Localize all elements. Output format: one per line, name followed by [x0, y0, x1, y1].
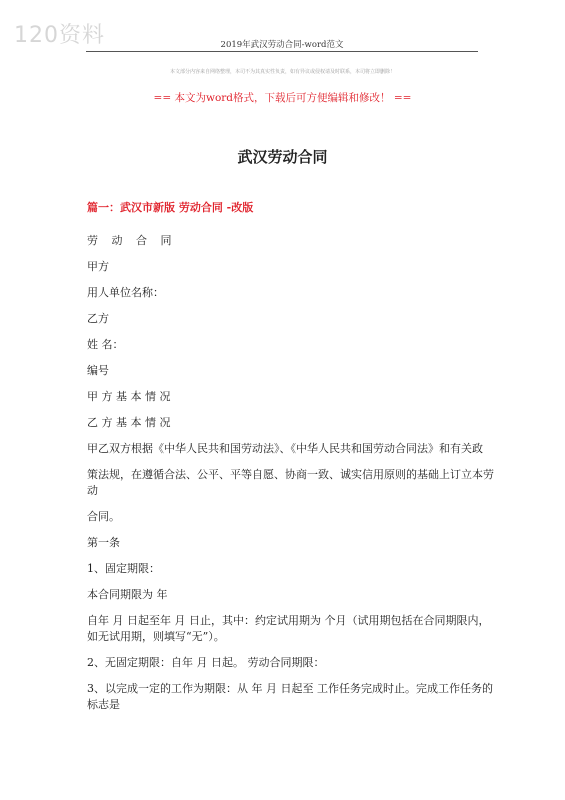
party-b-info-heading: 乙 方 基 本 情 况	[87, 416, 171, 429]
employee-name-label: 姓 名：	[87, 338, 124, 351]
disclaimer-text: 本文部分内容来自网络整理，本司不为其真实性负责，如有异议或侵权请及时联系，本司将立即删除！	[169, 69, 395, 75]
task-term-clause: 3、以完成一定的工作为期限：从 年 月 日起至 工作任务完成时止。完成工作任务的标志是	[87, 682, 493, 711]
preamble-paragraph-3: 合同。	[87, 510, 120, 523]
page-header: 2019年武汉劳动合同-word范文	[220, 40, 344, 50]
party-a-info-heading: 甲 方 基 本 情 况	[87, 390, 171, 403]
preamble-paragraph-1: 甲乙双方根据《中华人民共和国劳动法》、《中华人民共和国劳动合同法》和有关政	[87, 442, 483, 455]
section-heading: 篇一：武汉市新版 劳动合同 -改版	[87, 201, 254, 214]
employer-name-label: 用人单位名称：	[87, 286, 164, 299]
party-b-label: 乙方	[87, 312, 109, 325]
watermark: 120资料	[14, 23, 105, 48]
article-one-heading: 第一条	[87, 536, 120, 549]
party-a-label: 甲方	[87, 260, 109, 273]
probation-clause: 自年 月 日起至年 月 日止，其中：约定试用期为 个月（试用期包括在合同期限内，如无试用期，则填写“无”）。	[87, 614, 490, 643]
document-title: 武汉劳动合同	[237, 148, 328, 166]
open-term-clause: 2、无固定期限：自年 月 日起。 劳动合同期限：	[87, 656, 325, 669]
contract-term-line: 本合同期限为 年	[87, 588, 168, 601]
header-divider	[86, 51, 478, 52]
document-body	[87, 200, 497, 723]
contract-number-label: 编号	[87, 364, 109, 377]
fixed-term-label: 1、固定期限：	[87, 562, 160, 575]
format-notice: == 本文为word格式，下载后可方便编辑和修改！ ==	[153, 92, 412, 104]
preamble-paragraph-2: 策法规，在遵循合法、公平、平等自愿、协商一致、诚实信用原则的基础上订立本劳动	[87, 468, 494, 497]
contract-heading: 劳 动 合 同	[87, 234, 177, 247]
